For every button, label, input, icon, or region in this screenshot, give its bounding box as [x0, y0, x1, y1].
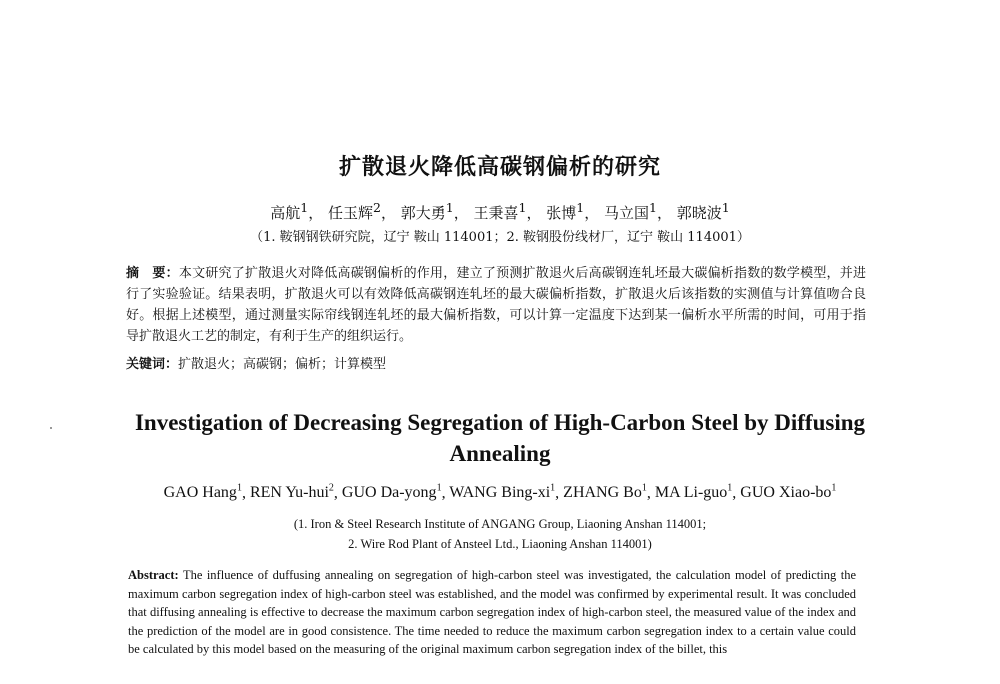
chinese-keywords-label: 关键词： — [126, 357, 179, 372]
english-author: REN Yu-hui$^2$ — [249, 483, 334, 502]
english-author: WANG Bing-$xi^1$ — [449, 483, 556, 502]
chinese-author-list: 高航$^1$， 任玉辉$^2$， 郭大勇$^1$， 王秉喜$^1$， 张博$^1$， 马立国$^1$， 郭晓波$^1$ — [270, 200, 730, 222]
chinese-author: 郭大勇$^1$ — [400, 200, 454, 222]
chinese-abstract — [126, 263, 866, 347]
english-author: GUO Da-yong$^1$ — [341, 483, 442, 502]
chinese-author: 高航$^1$ — [270, 200, 309, 222]
english-affiliation — [0, 514, 1000, 554]
chinese-author: 郭晓波$^1$ — [676, 200, 730, 222]
english-author-list: GAO Hang$^1$, REN Yu-hui$^2$, GUO Da-yong$^1$, WANG Bing-$xi^1$, ZHANG Bo$^1$, MA Li-guo$^1$, GUO Xiao-$bo^1$ — [163, 483, 837, 502]
chinese-abstract-text: 本文研究了扩散退火对降低高碳钢偏析的作用，建立了预测扩散退火后高碳钢连轧坯最大碳偏析指数的数学模型，并进行了实验验证。结果表明，扩散退火可以有效降低高碳钢连轧坯的最大碳偏析指数，扩散退火后该指数的实测值与计算值吻合良好。根据上述模型，通过测量实际帘线钢连轧坯的最大偏析指数，可以计算一定温度下达到某一偏析水平所需的时间，可用于指导扩散退火工艺的制定，有利于生产的组织运行。 — [126, 266, 866, 344]
chinese-author: 马立国$^1$ — [604, 200, 657, 222]
english-affiliation-line: 2. Wire Rod Plant of Ansteel Ltd., Liaoning Anshan 114001) — [348, 537, 652, 551]
english-abstract-text: The influence of duffusing annealing on segregation of high-carbon steel was investigated, the calculation model of predicting the maximum carbon segregation index of high-carbon steel was established, and the model was confirmed by experimental result. It was concluded that diffusing annealing is effective to decrease the maximum carbon segregation index of high-carbon steel, the measured value of the index and the prediction of the model are in good consistence. The time needed to reduce the maximum carbon segregation index to a certain value could be calculated by this model based on the measuring of the original maximum carbon segregation index of the billet, this — [128, 568, 856, 656]
english-abstract — [128, 566, 856, 659]
chinese-author: 王秉喜$^1$ — [473, 200, 527, 222]
chinese-keywords-text: 扩散退火；高碳钢；偏析；计算模型 — [178, 357, 387, 372]
english-affiliation-line: (1. Iron & Steel Research Institute of ANGANG Group, Liaoning Anshan 114001; — [293, 517, 707, 531]
english-title: Investigation of Decreasing Segregation of High-Carbon Steel by Diffusing Annealing — [134, 410, 866, 466]
chinese-keywords — [126, 354, 866, 375]
english-abstract-label: Abstract: — [128, 568, 179, 582]
english-author: GUO Xiao-$bo^1$ — [740, 483, 837, 502]
chinese-author: 任玉辉$^2$ — [328, 200, 381, 222]
english-author: ZHANG Bo$^1$ — [563, 483, 647, 502]
english-author: GAO Hang$^1$ — [163, 483, 242, 502]
chinese-abstract-label: 摘 要： — [126, 266, 179, 281]
english-author: MA Li-guo$^1$ — [654, 483, 733, 502]
chinese-affiliation: （1. 鞍钢钢铁研究院，辽宁 鞍山 114001；2. 鞍钢股份线材厂，辽宁 鞍山 114001） — [250, 230, 750, 245]
scan-speck — [50, 427, 52, 429]
chinese-author: 张博$^1$ — [546, 200, 585, 222]
chinese-title: 扩散退火降低高碳钢偏析的研究 — [338, 155, 661, 180]
